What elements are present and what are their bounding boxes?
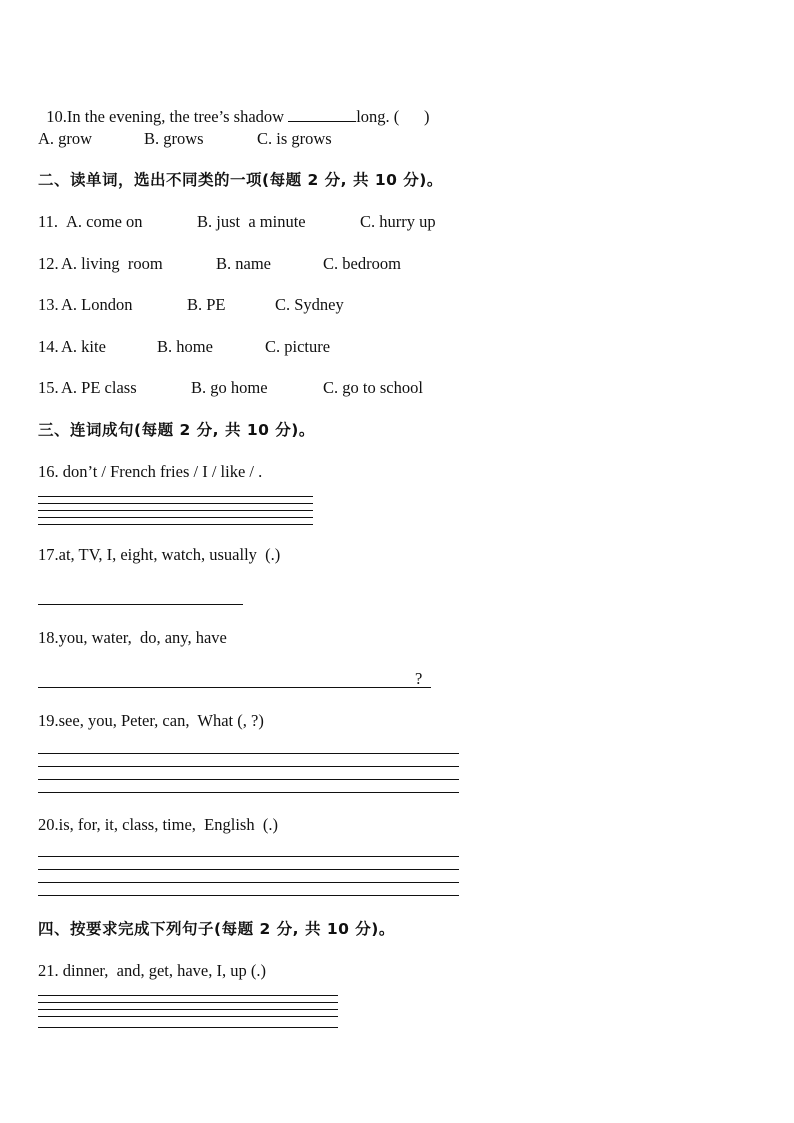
- question-20-answer-line-3[interactable]: [38, 882, 459, 883]
- question-12-number: 12.: [38, 254, 59, 273]
- section-3-heading: 三、连词成句(每题 2 分, 共 10 分)。: [38, 421, 315, 439]
- question-15-number: 15.: [38, 378, 59, 397]
- question-10-text-after: long. ( ): [356, 107, 430, 126]
- question-18-answer-line[interactable]: [38, 687, 431, 688]
- question-21-answer-line-1[interactable]: [38, 995, 338, 996]
- question-16-answer-line-4[interactable]: [38, 517, 313, 518]
- question-20-answer-line-1[interactable]: [38, 856, 459, 857]
- question-16-answer-line-2[interactable]: [38, 503, 313, 504]
- question-10-stem: [38, 87, 430, 127]
- question-18-question-mark: ?: [415, 669, 423, 688]
- question-10-blank[interactable]: [288, 107, 356, 122]
- question-18-prompt: 18.you, water, do, any, have: [38, 628, 227, 647]
- question-14-option-b[interactable]: B. home: [157, 337, 213, 356]
- question-10-option-a[interactable]: A. grow: [38, 129, 93, 148]
- question-16-answer-line-5[interactable]: [38, 524, 313, 525]
- question-20-answer-line-4[interactable]: [38, 895, 459, 896]
- question-15-option-a[interactable]: A. PE class: [61, 378, 137, 397]
- question-16-answer-line-1[interactable]: [38, 496, 313, 497]
- question-21-answer-line-3[interactable]: [38, 1009, 338, 1010]
- question-15-option-b[interactable]: B. go home: [191, 378, 268, 397]
- question-21-prompt: 21. dinner, and, get, have, I, up (.): [38, 961, 266, 980]
- question-10-text-before: 10.In the evening, the tree’s shadow: [46, 107, 289, 126]
- question-16-answer-line-3[interactable]: [38, 510, 313, 511]
- question-14-option-a[interactable]: A. kite: [61, 337, 106, 356]
- question-20-answer-line-2[interactable]: [38, 869, 459, 870]
- question-19-prompt: 19.see, you, Peter, can, What (, ?): [38, 711, 264, 730]
- question-17-answer-line[interactable]: [38, 604, 243, 605]
- question-14-number: 14.: [38, 337, 59, 356]
- question-21-answer-line-5[interactable]: [38, 1027, 338, 1028]
- question-20-prompt: 20.is, for, it, class, time, English (.): [38, 815, 278, 834]
- question-11-option-a[interactable]: A. come on: [66, 212, 143, 231]
- question-17-prompt: 17.at, TV, I, eight, watch, usually (.): [38, 545, 281, 564]
- question-10-option-c[interactable]: C. is grows: [257, 129, 332, 148]
- question-19-answer-line-3[interactable]: [38, 779, 459, 780]
- question-12-option-c[interactable]: C. bedroom: [323, 254, 401, 273]
- question-12-option-b[interactable]: B. name: [216, 254, 271, 273]
- question-11-option-b[interactable]: B. just a minute: [197, 212, 306, 231]
- section-4-heading: 四、按要求完成下列句子(每题 2 分, 共 10 分)。: [38, 920, 395, 938]
- question-13-option-c[interactable]: C. Sydney: [275, 295, 344, 314]
- question-13-option-b[interactable]: B. PE: [187, 295, 226, 314]
- question-21-answer-line-2[interactable]: [38, 1002, 338, 1003]
- question-13-option-a[interactable]: A. London: [61, 295, 133, 314]
- question-19-answer-line-1[interactable]: [38, 753, 459, 754]
- question-13-number: 13.: [38, 295, 59, 314]
- question-19-answer-line-4[interactable]: [38, 792, 459, 793]
- question-15-option-c[interactable]: C. go to school: [323, 378, 423, 397]
- question-14-option-c[interactable]: C. picture: [265, 337, 331, 356]
- question-11-number: 11.: [38, 212, 59, 231]
- question-21-answer-line-4[interactable]: [38, 1016, 338, 1017]
- question-12-option-a[interactable]: A. living room: [61, 254, 163, 273]
- question-19-answer-line-2[interactable]: [38, 766, 459, 767]
- question-10-option-b[interactable]: B. grows: [144, 129, 204, 148]
- section-2-heading: 二、读单词，选出不同类的一项(每题 2 分, 共 10 分)。: [38, 171, 443, 189]
- question-11-option-c[interactable]: C. hurry up: [360, 212, 436, 231]
- question-16-prompt: 16. don’t / French fries / I / like / .: [38, 462, 263, 481]
